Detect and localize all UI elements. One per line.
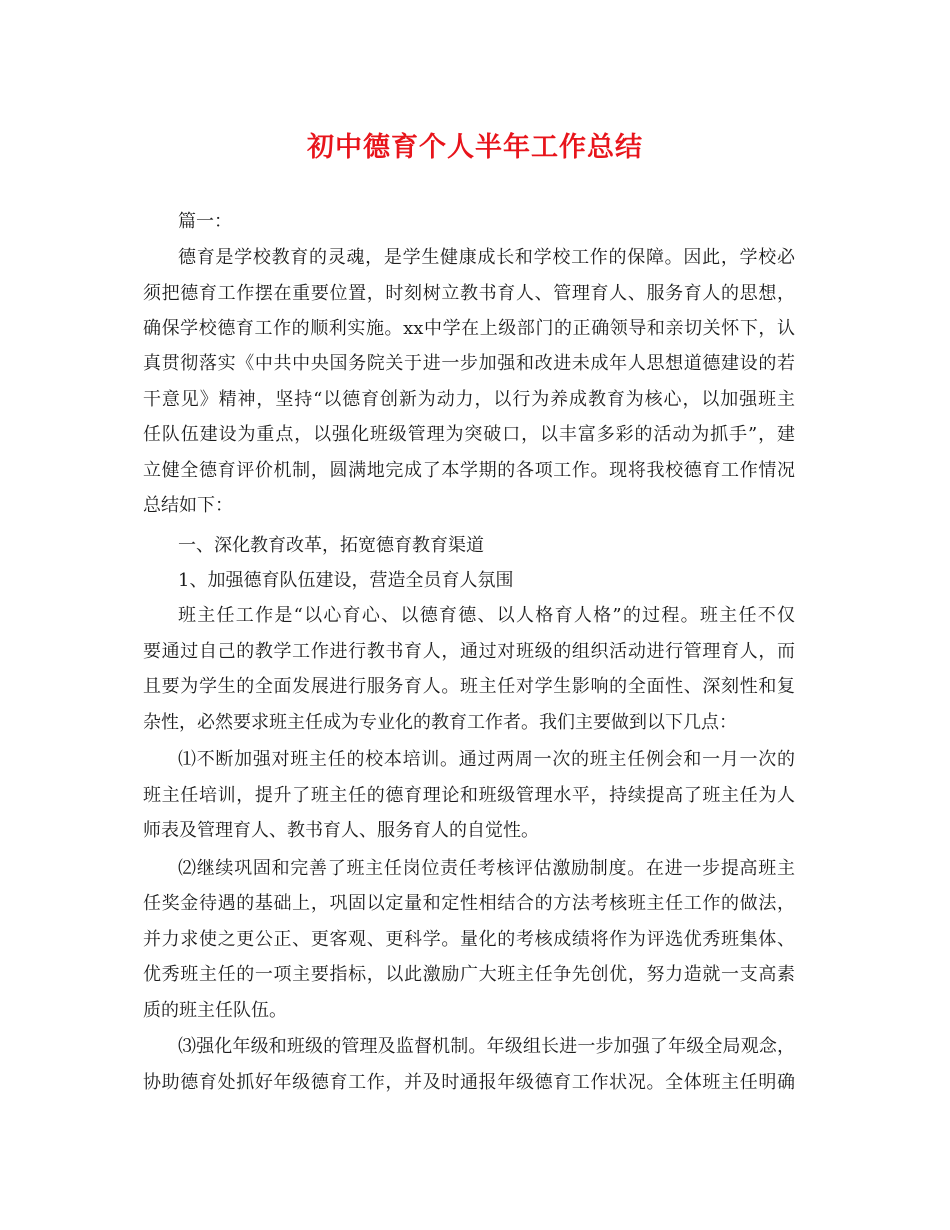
- paragraph-line: 优秀班主任的一项主要指标，以此激励广大班主任争先创优，努力造就一支高素: [143, 964, 795, 985]
- paragraph-line: ⑴不断加强对班主任的校本培训。通过两周一次的班主任例会和一月一次的: [178, 749, 795, 770]
- paragraph-line: 且要为学生的全面发展进行服务育人。班主任对学生影响的全面性、深刻性和复: [143, 676, 795, 697]
- paragraph-line: 总结如下：: [143, 495, 233, 516]
- paragraph-line: 并力求使之更公正、更客观、更科学。量化的考核成绩将作为评选优秀班集体、: [143, 929, 795, 950]
- paragraph-line: 真贯彻落实《中共中央国务院关于进一步加强和改进未成年人思想道德建设的若: [143, 353, 795, 374]
- paragraph-line: 干意见》精神，坚持“以德育创新为动力，以行为养成教育为核心，以加强班主: [143, 389, 795, 410]
- paragraph-line: 师表及管理育人、教书育人、服务育人的自觉性。: [143, 820, 539, 841]
- paragraph-line: ⑵继续巩固和完善了班主任岗位责任考核评估激励制度。在进一步提高班主: [178, 858, 795, 879]
- paragraph-line: 立健全德育评价机制，圆满地完成了本学期的各项工作。现将我校德育工作情况: [143, 460, 795, 481]
- paragraph-line: 要通过自己的教学工作进行教书育人，通过对班级的组织活动进行管理育人，而: [143, 641, 795, 662]
- subsection-heading: 1、加强德育队伍建设，营造全员育人氛围: [178, 570, 514, 591]
- paragraph-line: 杂性，必然要求班主任成为专业化的教育工作者。我们主要做到以下几点：: [143, 712, 737, 733]
- paragraph-line: ⑶强化年级和班级的管理及监督机制。年级组长进一步加强了年级全局观念，: [178, 1036, 795, 1057]
- section-heading: 一、深化教育改革，拓宽德育教育渠道: [178, 535, 484, 556]
- paragraph-line: 班主任培训，提升了班主任的德育理论和班级管理水平，持续提高了班主任为人: [143, 785, 795, 806]
- paragraph-line: 德育是学校教育的灵魂，是学生健康成长和学校工作的保障。因此，学校必: [178, 247, 795, 268]
- paragraph-line: 班主任工作是“以心育心、以德育德、以人格育人格”的过程。班主任不仅: [178, 605, 795, 626]
- document-title: 初中德育个人半年工作总结: [307, 132, 643, 163]
- paragraph-line: 协助德育处抓好年级德育工作，并及时通报年级德育工作状况。全体班主任明确: [143, 1072, 795, 1093]
- paragraph-line: 任奖金待遇的基础上，巩固以定量和定性相结合的方法考核班主任工作的做法，: [143, 893, 795, 914]
- paragraph-line: 质的班主任队伍。: [143, 1000, 287, 1021]
- paragraph-line: 确保学校德育工作的顺利实施。xx中学在上级部门的正确领导和亲切关怀下，认: [143, 318, 795, 339]
- section-heading: 篇一：: [178, 211, 232, 232]
- paragraph-line: 须把德育工作摆在重要位置，时刻树立教书育人、管理育人、服务育人的思想，: [143, 283, 795, 304]
- paragraph-line: 任队伍建设为重点，以强化班级管理为突破口，以丰富多彩的活动为抓手”，建: [143, 424, 795, 445]
